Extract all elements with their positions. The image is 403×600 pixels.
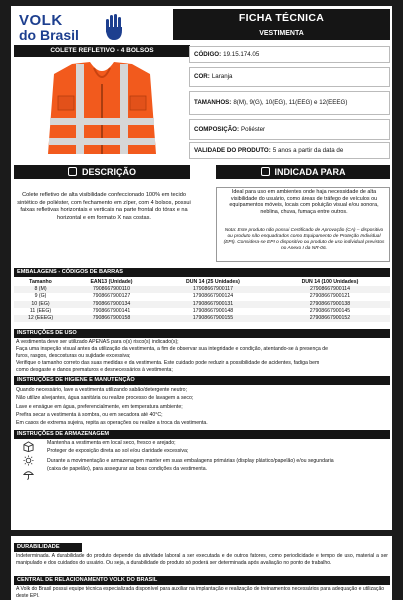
table-cell: 17908667900148 (192, 307, 234, 314)
col-size: Tamanho (29, 279, 52, 285)
umbrella-icon (23, 469, 34, 480)
spec-sizes-label: TAMANHOS: (194, 99, 232, 106)
storage-line: Proteger de exposição direta ao sol e/ou claridade excessiva; (47, 448, 189, 454)
table-cell: 27908667900152 (270, 315, 390, 322)
check-icon (261, 167, 270, 176)
storage-section (19, 440, 391, 484)
table-row (14, 308, 390, 315)
storage-line: Mantenha a vestimenta em local seco, fresco e arejado; (47, 440, 176, 446)
data-sheet-page-2 (11, 536, 392, 600)
usage-text (16, 339, 388, 374)
storage-line: Durante a movimentação e armazenagem manter em suas embalagens primárias (display plástico/papelão) e/ou segundaria (47, 458, 334, 464)
usage-line: Verifique o tamanho correto das suas medidas e da vestimenta. Este cuidado pode reduzir a possibilidade de acidentes, fadiga bem (16, 360, 320, 367)
logo-line2: do Brasil (19, 27, 79, 43)
spec-validity-label: VALIDADE DO PRODUTO: (194, 146, 271, 154)
durability-heading: DURABILIDADE (14, 543, 82, 552)
durability-text: Indeterminada. A durabilidade do produto depende da atividade laboral a ser executada e de outros fatores, como periodicidade e tempo de uso, material a ser manipulado e dos cuidados do usuário. Ou seja, a durabilidade do produto só poderá ser determinada após avaliação no ponto de trabalho. (16, 553, 388, 566)
hygiene-line: Não utilize alvejantes, água sanitária ou realize processo de lavagem a seco; (16, 395, 194, 402)
sheet-subtitle: VESTIMENTA (173, 27, 390, 40)
spec-validity-value: 5 anos a partir da data de (272, 146, 344, 154)
col-dun25: DUN 14 (25 Unidades) (186, 279, 240, 285)
sun-icon (23, 455, 34, 466)
usage-line: Faça uma inspeção visual antes da utilização da vestimenta, a fim de observar sua integridade e condição, atentando-se à presença de (16, 346, 329, 353)
table-cell: 11 (EEG) (29, 307, 52, 314)
spec-sizes (189, 91, 390, 115)
table-cell: 27908667900114 (270, 286, 390, 293)
spec-color (189, 67, 390, 87)
hand-icon (103, 13, 125, 41)
spec-composition (189, 119, 390, 140)
description-heading-text: DESCRIÇÃO (81, 167, 136, 177)
spec-color-value: Laranja (211, 73, 233, 80)
table-cell: 7908667900127 (92, 293, 131, 300)
hygiene-line: Quando necessário, lave a vestimenta utilizando sabão/detergente neutro; (16, 387, 188, 393)
spec-sizes-value: 8(M), 9(G), 10(EG), 11(EEG) e 12(EEEG) (233, 99, 348, 106)
barcode-table (14, 279, 390, 322)
table-cell: 7908667900110 (67, 286, 156, 293)
product-name: COLETE REFLETIVO - 4 BOLSOS (14, 45, 190, 57)
relationship-text: A Volk do Brasil possui equipe técnica especializada disponível para auxiliar na implantação e realização de treinamentos necessários para adequação e utilização deste EPI. (16, 586, 385, 599)
packaging-heading: EMBALAGENS - CÓDIGOS DE BARRAS (14, 268, 390, 277)
box-icon (23, 441, 34, 452)
table-cell: 17908667900124 (192, 293, 234, 300)
table-row (14, 315, 390, 322)
spec-code (189, 46, 390, 63)
table-row (14, 286, 390, 293)
spec-code-label: CÓDIGO: (194, 50, 222, 58)
table-cell: 7908667900141 (92, 307, 131, 314)
vest-photo (38, 60, 166, 158)
hygiene-line: Lave e enxágue em água, preferencialmente, em temperatura ambiente; (16, 403, 183, 410)
indicated-text: Ideal para uso em ambientes onde haja necessidade de alta visibilidade do usuário, como áreas de tráfego de veículos ou equipamentos móveis, locais com poluição visual e/ou sonora, neblina, chuva, fumaça entre outros. (229, 189, 379, 215)
hygiene-line: Prefira secar a vestimenta à sombra, ou em secadora até 40°C; (16, 411, 163, 418)
table-cell: 12 (EEEG) (14, 315, 67, 322)
col-ean13: EAN13 (Unidade) (90, 279, 133, 285)
table-cell: 10 (EG) (14, 301, 67, 308)
logo-line1: VOLK (19, 12, 63, 29)
relationship-heading: CENTRAL DE RELACIONAMENTO VOLK DO BRASIL (14, 576, 390, 585)
spec-color-label: COR: (194, 73, 210, 80)
indicated-heading (216, 165, 390, 179)
table-cell: 27908667900145 (309, 307, 351, 314)
indicated-note: Nota: Este produto não possui Certificado de Aprovação (CA) – dispositivo ou produto não enquadrados como Equipamento de Proteção Individual (EPI). Considera-se EPI o dispositivo ou produto de uso individual previstos no Anexo I da NR-06. (223, 228, 385, 251)
table-cell: 7908667900134 (67, 301, 156, 308)
sheet-title: FICHA TÉCNICA (173, 9, 390, 27)
usage-line: A vestimenta deve ser utilizado APENAS para o(s) risco(s) indicado(s); (16, 339, 179, 345)
table-row (14, 301, 390, 308)
spec-composition-label: COMPOSIÇÃO: (194, 125, 240, 133)
spec-validity (189, 142, 390, 159)
table-cell: 8 (M) (14, 286, 67, 293)
description-heading (14, 165, 190, 179)
table-row (14, 293, 390, 300)
table-cell: 27908667900121 (309, 293, 351, 300)
table-cell: 17908667900155 (156, 315, 270, 322)
usage-line: como desgaste e danos prematuros e desnecessários à vestimenta; (16, 367, 173, 374)
table-cell: 17908667900131 (156, 301, 270, 308)
table-cell: 27908667900138 (270, 301, 390, 308)
indicated-heading-text: INDICADA PARA (274, 167, 346, 177)
table-cell: 9 (G) (34, 293, 47, 300)
col-dun100: DUN 14 (100 Unidades) (301, 279, 359, 285)
usage-heading: INSTRUÇÕES DE USO (14, 329, 390, 338)
table-cell: 17908667900117 (156, 286, 270, 293)
hygiene-text (16, 386, 388, 427)
document-icon (68, 167, 77, 176)
spec-code-value: 19.15.174.05 (223, 50, 260, 58)
data-sheet-page-1 (11, 6, 392, 530)
usage-line: furos, rasgos, descosturas ou sujidade excessiva; (16, 353, 131, 360)
hygiene-heading: INSTRUÇÕES DE HIGIENE E MANUTENÇÃO (14, 376, 390, 385)
spec-composition-value: Poliéster (241, 125, 266, 133)
volk-logo (19, 12, 129, 46)
storage-line: (caixa de papelão), para assegurar as boas condições da vestimenta. (47, 466, 208, 472)
storage-heading: INSTRUÇÕES DE ARMAZENAGEM (14, 430, 390, 439)
description-text: Colete refletivo de alta visibilidade confeccionado 100% em tecido sintético de poliéster, com fechamento em zíper, com 4 bolsos, possui faixas refletivas horizontais e verticais na parte frontal do tórax e na horizontal e em formato X nas costas. (17, 192, 191, 221)
table-cell: 7908667900158 (67, 315, 156, 322)
hygiene-line: Em casos de extrema sujeira, repita as operações ou realize a troca da vestimenta. (16, 420, 208, 427)
